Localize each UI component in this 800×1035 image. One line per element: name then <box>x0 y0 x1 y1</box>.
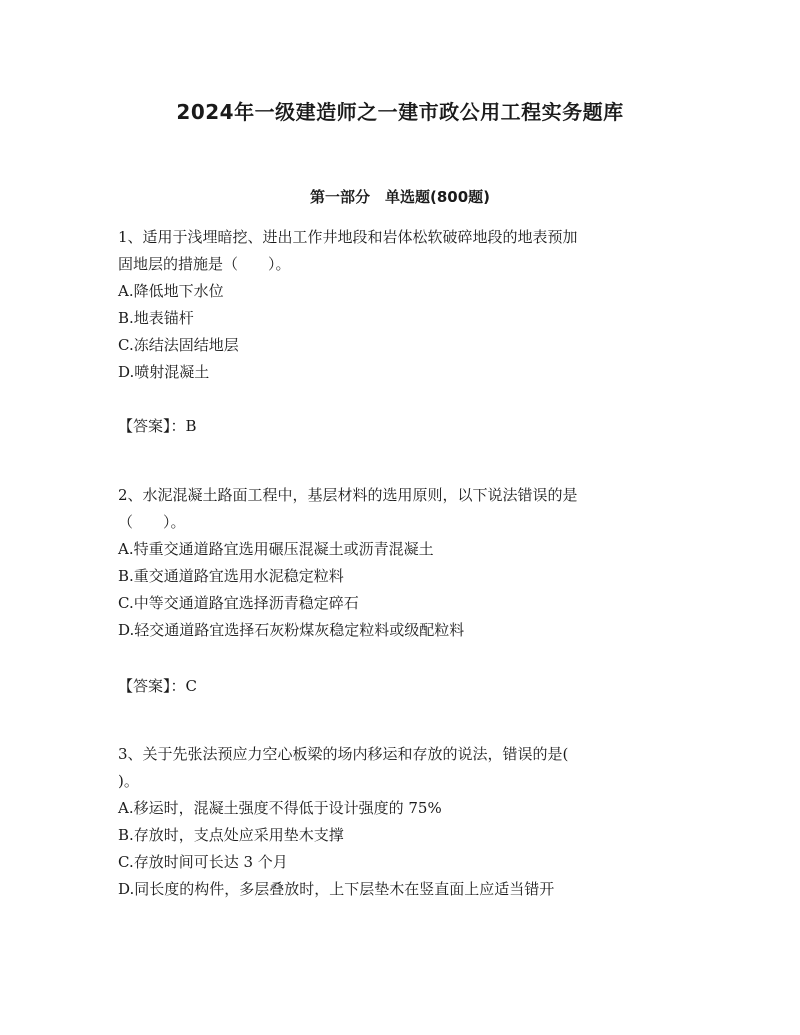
question-2-option-c: C.中等交通道路宜选择沥青稳定碎石 <box>118 594 359 612</box>
section-title: 第一部分 单选题(800题) <box>309 188 491 206</box>
question-3-option-b: B.存放时，支点处应采用垫木支撑 <box>118 826 344 844</box>
question-1-option-b: B.地表锚杆 <box>118 309 194 327</box>
question-1-answer: 【答案】：B <box>118 417 197 435</box>
question-2-option-d: D.轻交通道路宜选择石灰粉煤灰稳定粒料或级配粒料 <box>118 621 465 639</box>
question-3-option-a: A.移运时，混凝土强度不得低于设计强度的 75% <box>118 799 442 817</box>
question-3-option-c: C.存放时间可长达 3 个月 <box>118 853 288 871</box>
question-2-option-b: B.重交通道路宜选用水泥稳定粒料 <box>118 567 344 585</box>
document-title: 2024年一级建造师之一建市政公用工程实务题库 <box>176 100 624 124</box>
question-2-answer: 【答案】：C <box>118 677 197 695</box>
question-3-option-d: D.同长度的构件，多层叠放时，上下层垫木在竖直面上应适当错开 <box>118 880 555 898</box>
question-1-option-c: C.冻结法固结地层 <box>118 336 239 354</box>
question-1-stem-line-1: 1、适用于浅埋暗挖、进出工作井地段和岩体松软破碎地段的地表预加 <box>118 228 578 246</box>
question-2-option-a: A.特重交通道路宜选用碾压混凝土或沥青混凝土 <box>118 540 434 558</box>
question-1-stem-line-2: 固地层的措施是（ ）。 <box>118 255 291 273</box>
question-1-option-a: A.降低地下水位 <box>118 282 224 300</box>
question-2-stem-line-2: （ ）。 <box>118 513 186 531</box>
question-1-option-d: D.喷射混凝土 <box>118 363 210 381</box>
question-3-stem-line-1: 3、关于先张法预应力空心板梁的场内移运和存放的说法，错误的是( <box>118 745 569 763</box>
question-2-stem-line-1: 2、水泥混凝土路面工程中，基层材料的选用原则，以下说法错误的是 <box>118 486 578 504</box>
question-3-stem-line-2: )。 <box>118 772 139 790</box>
